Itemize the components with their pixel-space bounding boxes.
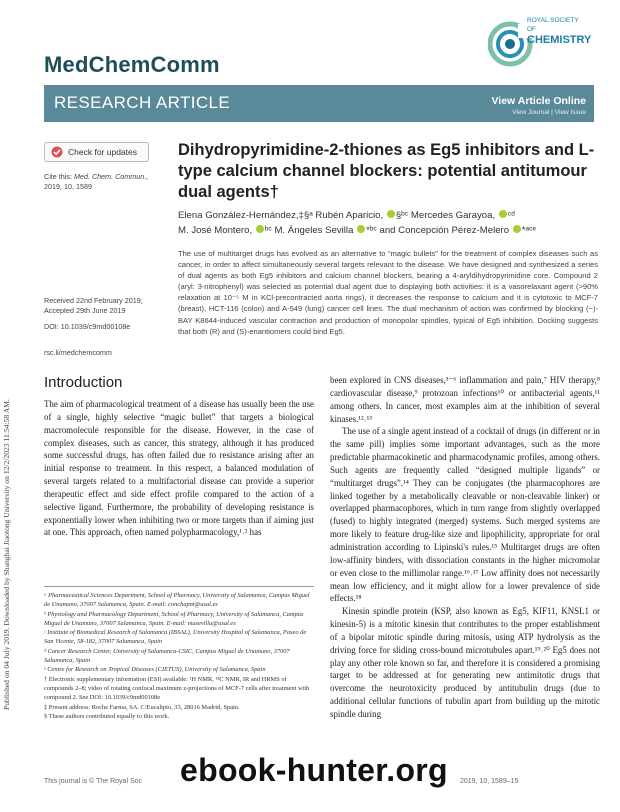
received-dates: Received 22nd February 2019, Accepted 29th June 2019 xyxy=(44,296,143,315)
watermark: ebook-hunter.org xyxy=(180,752,448,788)
copyright-footer: This journal is © The Royal Soc xyxy=(44,778,143,785)
download-side-note: Published on 04 July 2019. Downloaded by Shanghai Jiaotong University on 12/2/2023 11:54:58 AM. xyxy=(2,399,11,710)
affiliation-a: ᵃ Pharmaceutical Sciences Department, School of Pharmacy, University of Salamanca, Campus Miguel de Unamuno, 37007 Salamanca, Spain. E-mail: conchapm@usal.es xyxy=(44,592,310,609)
affiliation-d: ᵈ Cancer Research Center, University of Salamanca-CSIC, Campus Miguel de Unamuno, 37007 Salamanca, Spain xyxy=(44,647,290,665)
article-type-label: RESEARCH ARTICLE xyxy=(54,93,231,112)
paragraph: been explored in CNS diseases,³⁻⁶ inflammation and pain,⁷ HIV therapy,⁸ cardiovascular disease,⁹ protozoan infections¹⁰ or antibacterial agents,¹¹ among others. In cancer, most examples aim at the inhibition of several kinases.¹²˒¹³ xyxy=(330,375,600,424)
affiliation-b: ᵇ Physiology and Pharmacology Department, School of Pharmacy, University of Salamanca, Campus Miguel de Unamuno, 37007 Salamanca, Spain. E-mail: masevilla@usal.es xyxy=(44,610,304,627)
paragraph: The use of a single agent instead of a cocktail of drugs (in different or in the same pill) implies some important advantages, such as the more predictable pharmacokinetic and pharmacodynamic profiles, among others. Such agents are frequently called “designed multiple ligands” or “multitarget drugs”.¹⁴ They can be conjugates (the pharmacophores are linked together by a metabolically cleavable or non-cleavable linker) or overlapped pharmacophores, which in turn range from slightly overlapped (fused) to highly integrated (merged) systems. Such merged systems are more likely to feature drug-like size and lipophilicity, appropriate for oral administration according to Lipinski's rules.¹⁵ Multitarget drugs are often low-affinity binders, with dissociation constants in the higher micromolar or even close to the millimolar range.¹⁶˒¹⁷ Low affinity does not necessarily mean low efficiency, and it might allow for a lower prevalence of side effects.¹⁸ xyxy=(330,426,600,604)
article-title: Dihydropyrimidine-2-thiones as Eg5 inhibitors and L-type calcium channel blockers: potential antitumour dual agents† xyxy=(178,141,595,201)
rsc-logo-text: ROYAL SOCIETY OF CHEMISTRY xyxy=(527,17,592,46)
present-address-note: ‡ Present address: Roche Farma, SA. C/Eucalipto, 33, 28016 Madrid, Spain. xyxy=(44,703,240,711)
equal-contribution-note: § These authors contributed equally to this work. xyxy=(44,712,170,720)
paragraph: Kinesin spindle protein (KSP, also known as Eg5, KIF11, KNSL1 or kinesin-5) is a mitotic kinesin that contributes to the proper establishment of a bipolar mitotic spindle during mitosis, using ATP hydrolysis as the driving force for sliding cross-bound microtubules apart.¹⁹˒²⁰ Eg5 does not play any other role known so far, and therefore it is considered a promising target to be addressed at for generating new antimitotic drugs that overcome the neurotoxicity produced by antitubulin drugs (due to additional cellular functions of tubulin apart from building up the mitotic spindle during xyxy=(330,606,600,719)
orcid-icon[interactable] xyxy=(357,225,365,233)
page-footer: 2019, 10, 1589–15 xyxy=(460,778,519,785)
article-type-banner xyxy=(44,85,594,122)
check-for-updates-button[interactable]: Check for updates xyxy=(44,142,149,162)
orcid-icon[interactable] xyxy=(513,225,521,233)
footnotes xyxy=(44,591,314,721)
abstract: The use of multitarget drugs has evolved as an alternative to “magic bullets” for the treatment of complex diseases such as cancer, in order to affect simultaneously several targets relevant to the disease. We have designed and synthesized a series of dual agents as both Eg5 inhibitors and calcium channel blockers, bearing a 4-aryldihydropyrimidine core. Compound 2 (aryl: 3-nitrophenyl) was selected as potential dual agent due to displaying both activities: it is a vasorelaxant agent (>90% relaxation at 10⁻⁵ M in KCl-precontracted aorta rings), it decreases the response to calcium and it is cytotoxic to MCF-7 (breast), HCT-116 (colon) and A-549 (lung) cancer cell lines. The dual mechanism of action was confirmed by blocking (−)-BAY K8644-induced vascular contraction and production of monopolar spindles, typical of Eg5 inhibition. Docking suggests that both (R) and (S)-enantiomers could bind Eg5. xyxy=(178,249,598,336)
orcid-icon[interactable] xyxy=(499,210,507,218)
view-journal-link[interactable]: View Journal xyxy=(512,109,550,116)
orcid-icon[interactable] xyxy=(256,225,264,233)
body-column-right xyxy=(330,374,600,721)
section-heading-introduction: Introduction xyxy=(44,374,123,391)
check-updates-icon xyxy=(51,146,63,158)
doi[interactable]: DOI: 10.1039/c9md00108e xyxy=(44,322,131,331)
view-article-online-link[interactable]: View Article Online xyxy=(491,95,586,107)
footnote-divider xyxy=(44,586,314,587)
body-column-left xyxy=(44,398,314,539)
journal-url[interactable]: rsc.li/medchemcomm xyxy=(44,348,112,357)
paragraph: The aim of pharmacological treatment of a disease has usually been the use of a single, highly selective “magic bullet” that targets a biological macromolecule responsible for the disease. However, in the case of complex diseases, such as cancer, this strategy, although it has produced some successful drugs, has often failed due to resistance arising after an initial response to treatment. In this respect, a balanced modulation of several targets related to a multifactorial disease can provide a superior therapeutic effect and side effect profile compared to the action of a selective ligand. Furthermore, the probability of developing resistance is exponentially lower when inhibiting two or more targets than if aiming just at one. This approach, often named polypharmacology,¹˒² has xyxy=(44,399,314,538)
orcid-icon[interactable] xyxy=(387,210,395,218)
citation: Cite this: Med. Chem. Commun., 2019, 10, 1589 xyxy=(44,172,149,191)
view-issue-link[interactable]: View Issue xyxy=(554,109,586,116)
banner-links: View Journal | View Issue xyxy=(512,109,586,116)
affiliation-c: ᶜ Institute of Biomedical Research of Salamanca (IBSAL), University Hospital of Salamanca, Paseo de San Vicente, 58-182, 37007 Salamanca, Spain xyxy=(44,629,307,646)
affiliation-e: ᵉ Centre for Research on Tropical Diseases (CIETUS), University of Salamanca, Spain xyxy=(44,666,266,674)
author-list: Elena González-Hernández,‡§ᵃ Rubén Aparicio, §ᵇᶜ Mercedes Garayoa, ᶜᵈ M. José Montero, ᵇᶜ M. Ángeles Sevilla *ᵇᶜ and Concepción Pérez-Melero *ᵃᶜᵉ xyxy=(178,210,537,236)
journal-name[interactable]: MedChemComm xyxy=(44,52,220,77)
esi-note: † Electronic supplementary information (ESI) available: ¹H NMR, ¹³C NMR, IR and HRMS of compounds 2–8; video of rotating confocal maximum z-projections of MCF-7 cells after treatment with compound 2. See DOI: 10.1039/c9md00108e xyxy=(44,675,310,702)
